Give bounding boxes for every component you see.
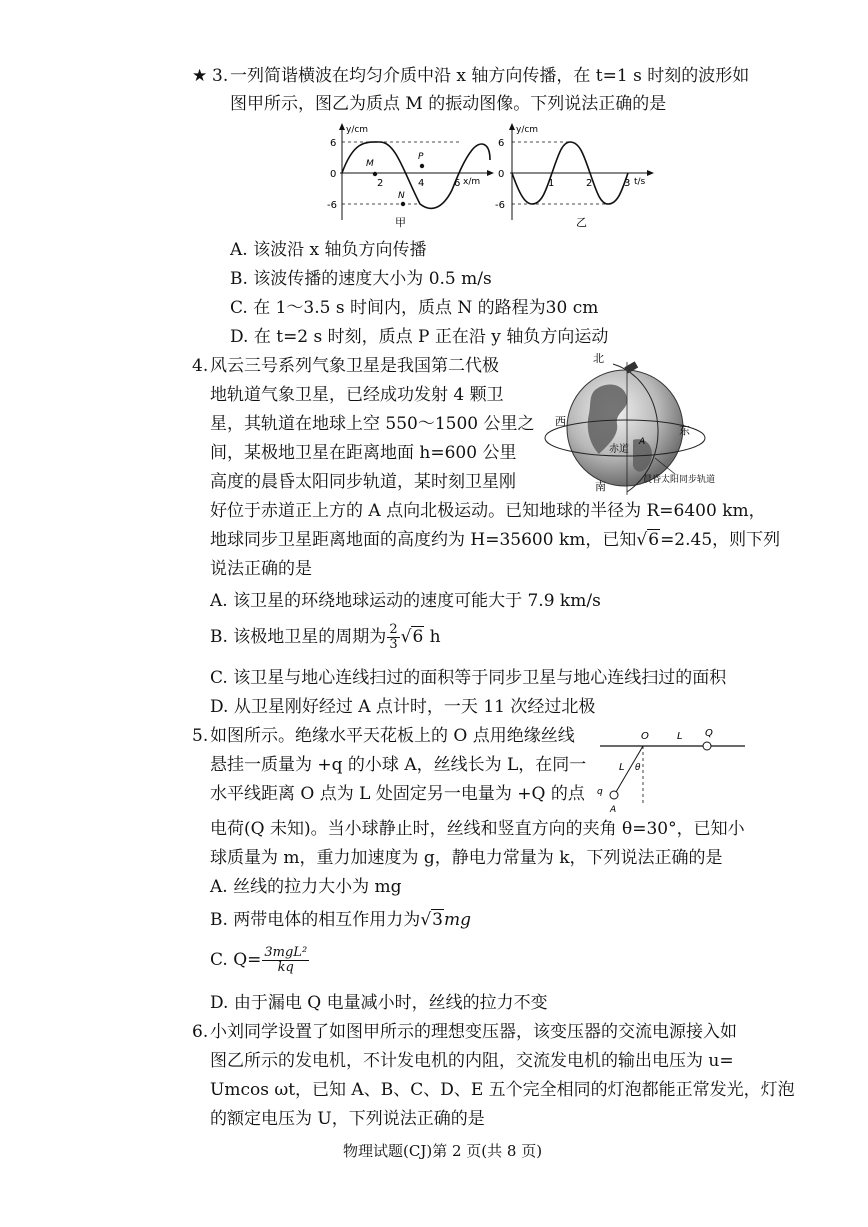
q6-stem-line4: 的额定电压为 U，下列说法正确的是	[210, 1109, 485, 1129]
sqrt-icon: √	[636, 530, 648, 550]
q3-stem-line1: 一列简谐横波在均匀介质中沿 x 轴方向传播，在 t=1 s 时刻的波形如	[230, 66, 750, 86]
q4-option-b-text: B. 该极地卫星的周期为	[210, 627, 387, 647]
q5-fig-l-top: L	[677, 731, 683, 742]
q4-globe-west: 西	[555, 415, 566, 428]
ball-a	[610, 791, 618, 799]
q5-c-denominator: kq	[277, 960, 294, 975]
q5-fig-theta: θ	[635, 763, 641, 773]
q4-b-numerator: 2	[389, 622, 398, 637]
fraction	[387, 623, 399, 652]
q4-option-c: C. 该卫星与地心连线扫过的面积等于同步卫星与地心连线扫过的面积	[210, 668, 727, 688]
q4-stem-line1: 风云三号系列气象卫星是我国第二代极	[210, 356, 499, 376]
q3-option-c: C. 在 1～3.5 s 时间内，质点 N 的路程为30 cm	[230, 298, 599, 318]
q3-graph-b-xtick: 1	[548, 178, 555, 189]
q5-option-b-text: B. 两带电体的相互作用力为	[210, 910, 421, 930]
q5-option-c	[210, 940, 310, 980]
q4-globe-east: 东	[679, 424, 690, 437]
q4-b-denominator: 3	[389, 637, 398, 652]
q5-fig-q-small: q	[597, 787, 603, 797]
q3-vibration-graph	[490, 120, 660, 232]
q3-graph-b-ytick: 0	[498, 169, 505, 180]
q4-globe-south: 南	[595, 480, 606, 493]
sqrt-icon: √	[420, 910, 432, 930]
q6-stem-line3: Umcos ωt，已知 A、B、C、D、E 五个完全相同的灯泡都能正常发光，灯泡	[210, 1080, 795, 1100]
q4-globe-north: 北	[593, 352, 604, 365]
q4-stem-line7-tail: =2.45，则下列	[660, 530, 781, 550]
q4-stem-line6: 好位于赤道正上方的 A 点向北极运动。已知地球的半径为 R=6400 km，	[210, 501, 766, 521]
q4-option-b	[210, 620, 441, 654]
q5-charge-figure	[595, 726, 750, 814]
q4-stem-line3: 星，其轨道在地球上空 550～1500 公里之	[210, 414, 535, 434]
q3-graph-a-xtick: 4	[418, 178, 425, 189]
sqrt-icon: √	[400, 627, 412, 647]
q5-option-d: D. 由于漏电 Q 电量减小时，丝线的拉力不变	[210, 993, 548, 1013]
q5-b-sqrt-value: 3	[432, 910, 443, 930]
q5-fig-a: A	[610, 805, 617, 815]
earth-globe	[567, 370, 683, 486]
q4-globe-orbit-label: 晨昏太阳同步轨道	[643, 475, 716, 485]
q5-number: 5.	[192, 726, 209, 746]
q3-point-m: M	[366, 159, 374, 169]
q5-fig-o: O	[641, 731, 649, 742]
q3-graph-b-ylabel: y/cm	[516, 125, 539, 135]
q3-graph-a-xlabel: x/m	[463, 177, 481, 187]
q3-point-n: N	[398, 191, 405, 201]
q5-stem-line2: 悬挂一质量为 +q 的小球 A，丝线长为 L，在同一	[210, 755, 587, 775]
q5-stem-line3: 水平线距离 O 点为 L 处固定另一电量为 +Q 的点	[210, 784, 585, 804]
q3-graph-b-ytick: -6	[495, 200, 505, 211]
q3-graph-a-ytick: 6	[330, 138, 337, 149]
q3-option-b: B. 该波传播的速度大小为 0.5 m/s	[230, 269, 492, 289]
q5-fig-l-side: L	[619, 762, 625, 773]
q5-option-c-text: C. Q=	[210, 950, 262, 970]
q4-globe-figure	[555, 350, 760, 500]
q3-wave-graph	[327, 120, 500, 232]
q3-graph-b-xtick: 2	[586, 178, 593, 189]
q5-b-tail: mg	[443, 910, 471, 930]
q4-stem-line4: 间，某极地卫星在距离地面 h=600 公里	[210, 443, 517, 463]
q4-option-d: D. 从卫星刚好经过 A 点计时，一天 11 次经过北极	[210, 697, 596, 717]
q5-fig-q: Q	[705, 728, 713, 739]
q3-graph-b-ytick: 6	[498, 138, 505, 149]
q5-option-a: A. 丝线的拉力大小为 mg	[210, 877, 402, 897]
q5-c-numerator: 3mgL²	[264, 945, 308, 960]
q3-stem-line2: 图甲所示，图乙为质点 M 的振动图像。下列说法正确的是	[230, 94, 667, 114]
q4-sqrt-value: 6	[648, 530, 660, 550]
q3-graph-b-caption: 乙	[576, 216, 587, 229]
q3-graph-a-ytick: -6	[327, 200, 337, 211]
q3-graph-b-xlabel: t/s	[634, 177, 646, 187]
q3-star-icon: ★	[192, 66, 208, 86]
q4-option-a: A. 该卫星的环绕地球运动的速度可能大于 7.9 km/s	[210, 591, 601, 611]
charge-q	[703, 742, 711, 750]
q6-stem-line1: 小刘同学设置了如图甲所示的理想变压器，该变压器的交流电源接入如	[210, 1022, 737, 1042]
q3-graph-a-xtick: 6	[454, 178, 461, 189]
q4-stem-line2: 地轨道气象卫星，已经成功发射 4 颗卫	[210, 385, 504, 405]
q5-stem-line4: 电荷(Q 未知)。当小球静止时，丝线和竖直方向的夹角 θ=30°，已知小	[210, 819, 745, 839]
q3-option-a: A. 该波沿 x 轴负方向传播	[230, 240, 427, 260]
q4-option-b-unit: h	[424, 627, 441, 647]
q4-number: 4.	[192, 356, 209, 376]
page-footer: 物理试题(CJ)第 2 页(共 8 页)	[343, 1142, 543, 1160]
fraction	[262, 946, 309, 975]
q6-number: 6.	[192, 1022, 209, 1042]
q4-globe-point-a: A	[639, 437, 646, 447]
q4-stem-line8: 说法正确的是	[210, 559, 312, 579]
q3-number: 3.	[212, 66, 229, 86]
q4-b-sqrt-value: 6	[412, 627, 424, 647]
q5-option-b	[210, 906, 471, 934]
q3-option-d: D. 在 t=2 s 时刻，质点 P 正在沿 y 轴负方向运动	[230, 327, 609, 347]
q4-globe-equator: 赤道	[609, 444, 629, 455]
q3-graph-a-ytick: 0	[330, 169, 337, 180]
q3-graph-b-xtick: 3	[624, 178, 631, 189]
q6-stem-line2: 图乙所示的发电机，不计发电机的内阻，交流发电机的输出电压为 u=	[210, 1051, 734, 1071]
q3-graph-a-xtick: 2	[377, 178, 384, 189]
q3-graph-a-caption: 甲	[395, 216, 406, 229]
q3-graph-a-ylabel: y/cm	[346, 125, 369, 135]
q3-point-p: P	[418, 152, 424, 162]
q5-stem-line5: 球质量为 m，重力加速度为 g，静电力常量为 k，下列说法正确的是	[210, 848, 723, 868]
q4-stem-line5: 高度的晨昏太阳同步轨道，某时刻卫星刚	[210, 472, 516, 492]
q5-stem-line1: 如图所示。绝缘水平天花板上的 O 点用绝缘丝线	[210, 726, 575, 746]
q4-stem-line7-text: 地球同步卫星距离地面的高度约为 H=35600 km，已知	[210, 530, 637, 550]
q4-stem-line7	[210, 526, 780, 554]
